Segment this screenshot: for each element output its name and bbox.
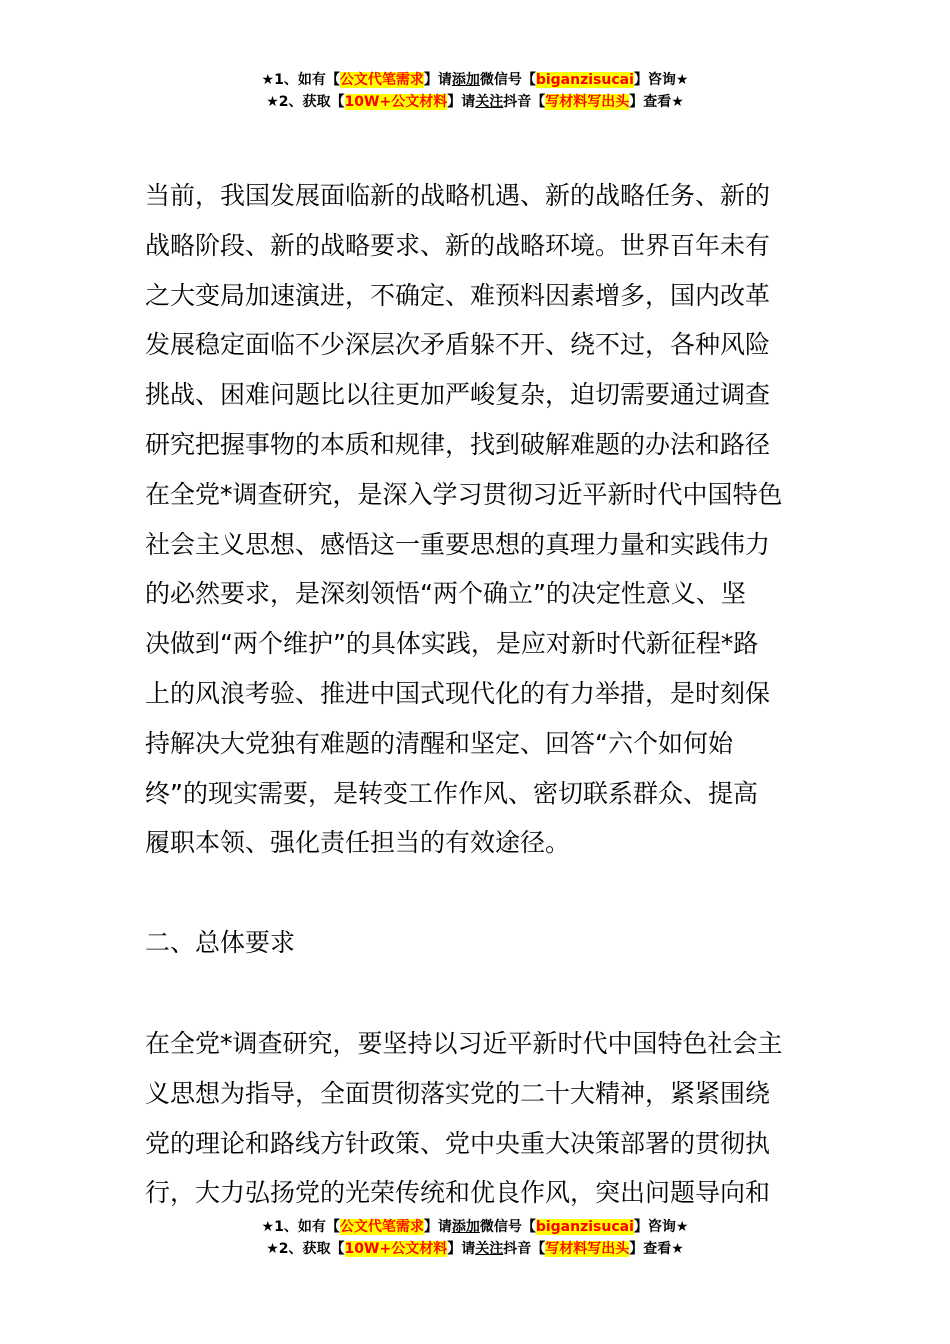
text-line: 决做到“两个维护”的具体实践，是应对新时代新征程*路	[145, 629, 759, 659]
banner-text: 微信号【	[479, 1219, 536, 1235]
banner-text: 1、如有【	[274, 72, 340, 88]
text-line: 义思想为指导，全面贯彻落实党的二十大精神，紧紧围绕	[145, 1078, 771, 1108]
banner-text: 2、获取【	[278, 94, 345, 110]
text-line: 履职本领、强化责任担当的有效途径。	[145, 828, 571, 858]
text-line: 持解决大党独有难题的清醒和坚定、回答“六个如何始	[145, 728, 733, 758]
banner-line-2	[0, 91, 950, 113]
text-line: 之大变局加速演进，不确定、难预料因素增多，国内改革	[145, 280, 771, 310]
banner-text: 1、如有【	[274, 1219, 340, 1235]
star-icon: ★	[266, 1241, 279, 1257]
footer-banner	[0, 1216, 950, 1260]
banner-text: 微信号【	[479, 72, 536, 88]
text-line: 挑战、困难问题比以往更加严峻复杂，迫切需要通过调查	[145, 380, 771, 410]
banner-line-2	[0, 1238, 950, 1260]
text-line: 发展稳定面临不少深层次矛盾躲不开、绕不过，各种风险	[145, 330, 771, 360]
text-line: 当前，我国发展面临新的战略机遇、新的战略任务、新的	[145, 181, 771, 210]
banner-text: 抖音【	[503, 94, 546, 110]
banner-text: 】咨询★	[633, 72, 689, 88]
banner-text: 】请	[423, 72, 452, 88]
banner-text: 】请	[423, 1219, 452, 1235]
text-line: 终”的现实需要，是转变工作作风、密切联系群众、提高	[145, 778, 758, 808]
text-line: 在全党*调查研究，要坚持以习近平新时代中国特色社会主	[145, 1029, 783, 1058]
banner-underlined-text: 关注	[475, 94, 504, 110]
banner-text: 】请	[447, 1241, 476, 1257]
heading-text: 二、总体要求	[145, 928, 296, 957]
banner-underlined-text: 添加	[451, 1219, 480, 1235]
banner-text: 抖音【	[503, 1241, 546, 1257]
banner-line-1	[0, 69, 950, 91]
star-icon: ★	[261, 1219, 275, 1235]
highlight-materials: 10W+公文材料	[344, 1241, 448, 1257]
header-banner	[0, 69, 950, 113]
paragraph-2	[145, 1019, 810, 1218]
banner-text: 2、获取【	[278, 1241, 345, 1257]
highlight-wechat-id: biganzisucai	[535, 72, 634, 88]
highlight-service: 公文代笔需求	[339, 1219, 424, 1235]
banner-underlined-text: 关注	[475, 1241, 504, 1257]
text-line: 的必然要求，是深刻领悟“两个确立”的决定性意义、坚	[145, 579, 746, 609]
text-line: 党的理论和路线方针政策、党中央重大决策部署的贯彻执	[145, 1128, 771, 1158]
text-line: 社会主义思想、感悟这一重要思想的真理力量和实践伟力	[145, 529, 771, 559]
banner-text: 】查看★	[629, 94, 684, 110]
banner-text: 】查看★	[629, 1241, 684, 1257]
paragraph-1	[145, 171, 810, 868]
text-line: 战略阶段、新的战略要求、新的战略环境。世界百年未有	[145, 230, 771, 260]
banner-line-1	[0, 1216, 950, 1238]
highlight-wechat-id: biganzisucai	[535, 1219, 634, 1235]
banner-text: 】咨询★	[633, 1219, 689, 1235]
star-icon: ★	[266, 94, 279, 110]
star-icon: ★	[261, 72, 275, 88]
text-line: 研究把握事物的本质和规律，找到破解难题的办法和路径	[145, 429, 771, 459]
text-line: 行，大力弘扬党的光荣传统和优良作风，突出问题导向和	[145, 1178, 771, 1208]
highlight-materials: 10W+公文材料	[344, 94, 448, 110]
banner-underlined-text: 添加	[451, 72, 480, 88]
text-line: 上的风浪考验、推进中国式现代化的有力举措，是时刻保	[145, 678, 771, 708]
banner-text: 】请	[447, 94, 476, 110]
highlight-service: 公文代笔需求	[339, 72, 424, 88]
text-line: 在全党*调查研究，是深入学习贯彻习近平新时代中国特色	[145, 479, 783, 509]
highlight-douyin-account: 写材料写出头	[545, 1241, 630, 1257]
section-heading	[145, 918, 810, 968]
highlight-douyin-account: 写材料写出头	[545, 94, 630, 110]
